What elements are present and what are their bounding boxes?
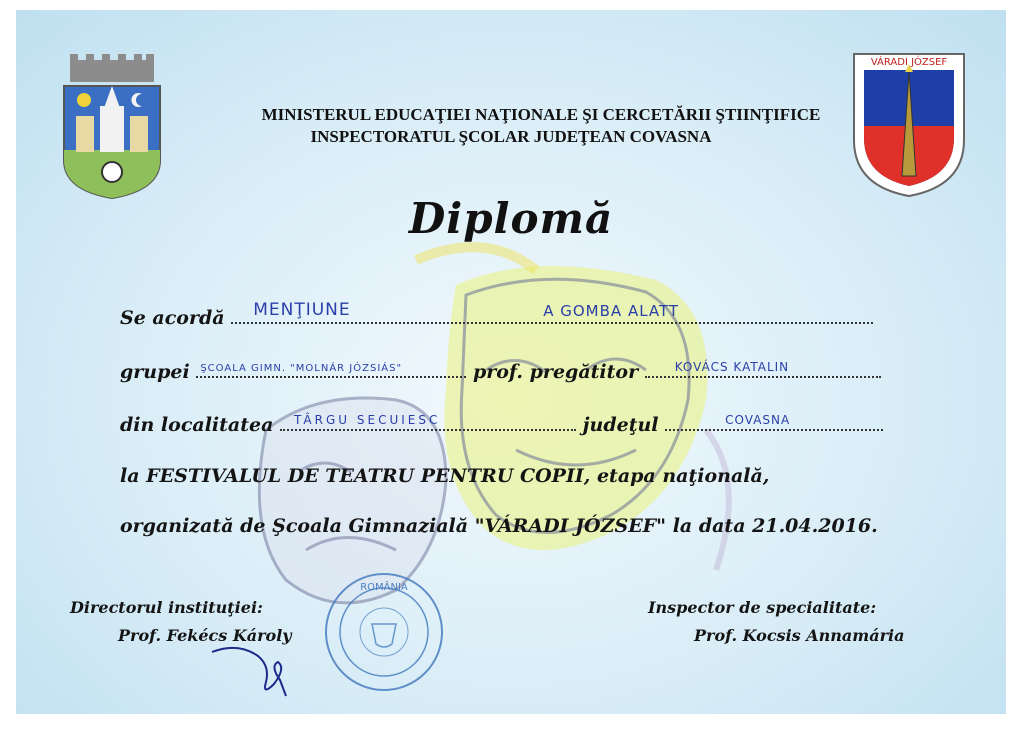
diploma-sheet [16, 10, 1006, 714]
county-field [665, 413, 883, 431]
award-label: Se acordă [120, 307, 225, 329]
official-stamp [322, 570, 446, 694]
crest-top-text: VÁRADI JÓZSEF [870, 57, 948, 68]
organized-line: organizată de Şcoala Gimnazială "VÁRADI JÓZSEF" la data 21.04.2016. [120, 515, 878, 537]
locality-line [120, 413, 883, 436]
group-value: ŞCOALA GIMN. "MOLNÁR JÓZSIÁS" [200, 363, 403, 374]
inspector-name: Prof. Kocsis Annamária [694, 626, 905, 645]
group-label: grupei [120, 361, 190, 383]
county-label: judeţul [582, 414, 659, 436]
teacher-value: KOVÁCS KATALIN [674, 360, 790, 374]
teacher-label: prof. pregătitor [472, 361, 639, 383]
director-name: Prof. Fekécs Károly [118, 626, 292, 645]
group-field [196, 360, 466, 378]
locality-value: TÂRGU SECUIESC [294, 413, 441, 427]
award-line [120, 300, 873, 329]
director-signature [208, 622, 308, 702]
ministry-header: MINISTERUL EDUCAŢIEI NAŢIONALE ŞI CERCETĂRII ŞTIINŢIFICE [261, 105, 821, 124]
city-coat-of-arms-icon [60, 50, 164, 200]
award-value-1: MENŢIUNE [253, 300, 351, 320]
festival-line: la FESTIVALUL DE TEATRU PENTRU COPII, etapa naţională, [120, 465, 770, 487]
locality-label: din localitatea [120, 414, 274, 436]
diploma-title: Diplomă [408, 194, 614, 243]
locality-field [280, 413, 576, 431]
inspector-title: Inspector de specialitate: [648, 598, 877, 617]
award-field [231, 300, 873, 324]
county-value: COVASNA [725, 413, 791, 427]
award-value-2: A GOMBA ALATT [543, 302, 680, 320]
director-title: Directorul instituţiei: [70, 598, 263, 617]
school-coat-of-arms-icon [850, 50, 968, 200]
stamp-top-text: ROMÂNIA [360, 582, 408, 593]
group-line [120, 360, 881, 383]
inspectorate-header: INSPECTORATUL ŞCOLAR JUDEŢEAN COVASNA [310, 127, 712, 146]
teacher-field [645, 360, 881, 378]
